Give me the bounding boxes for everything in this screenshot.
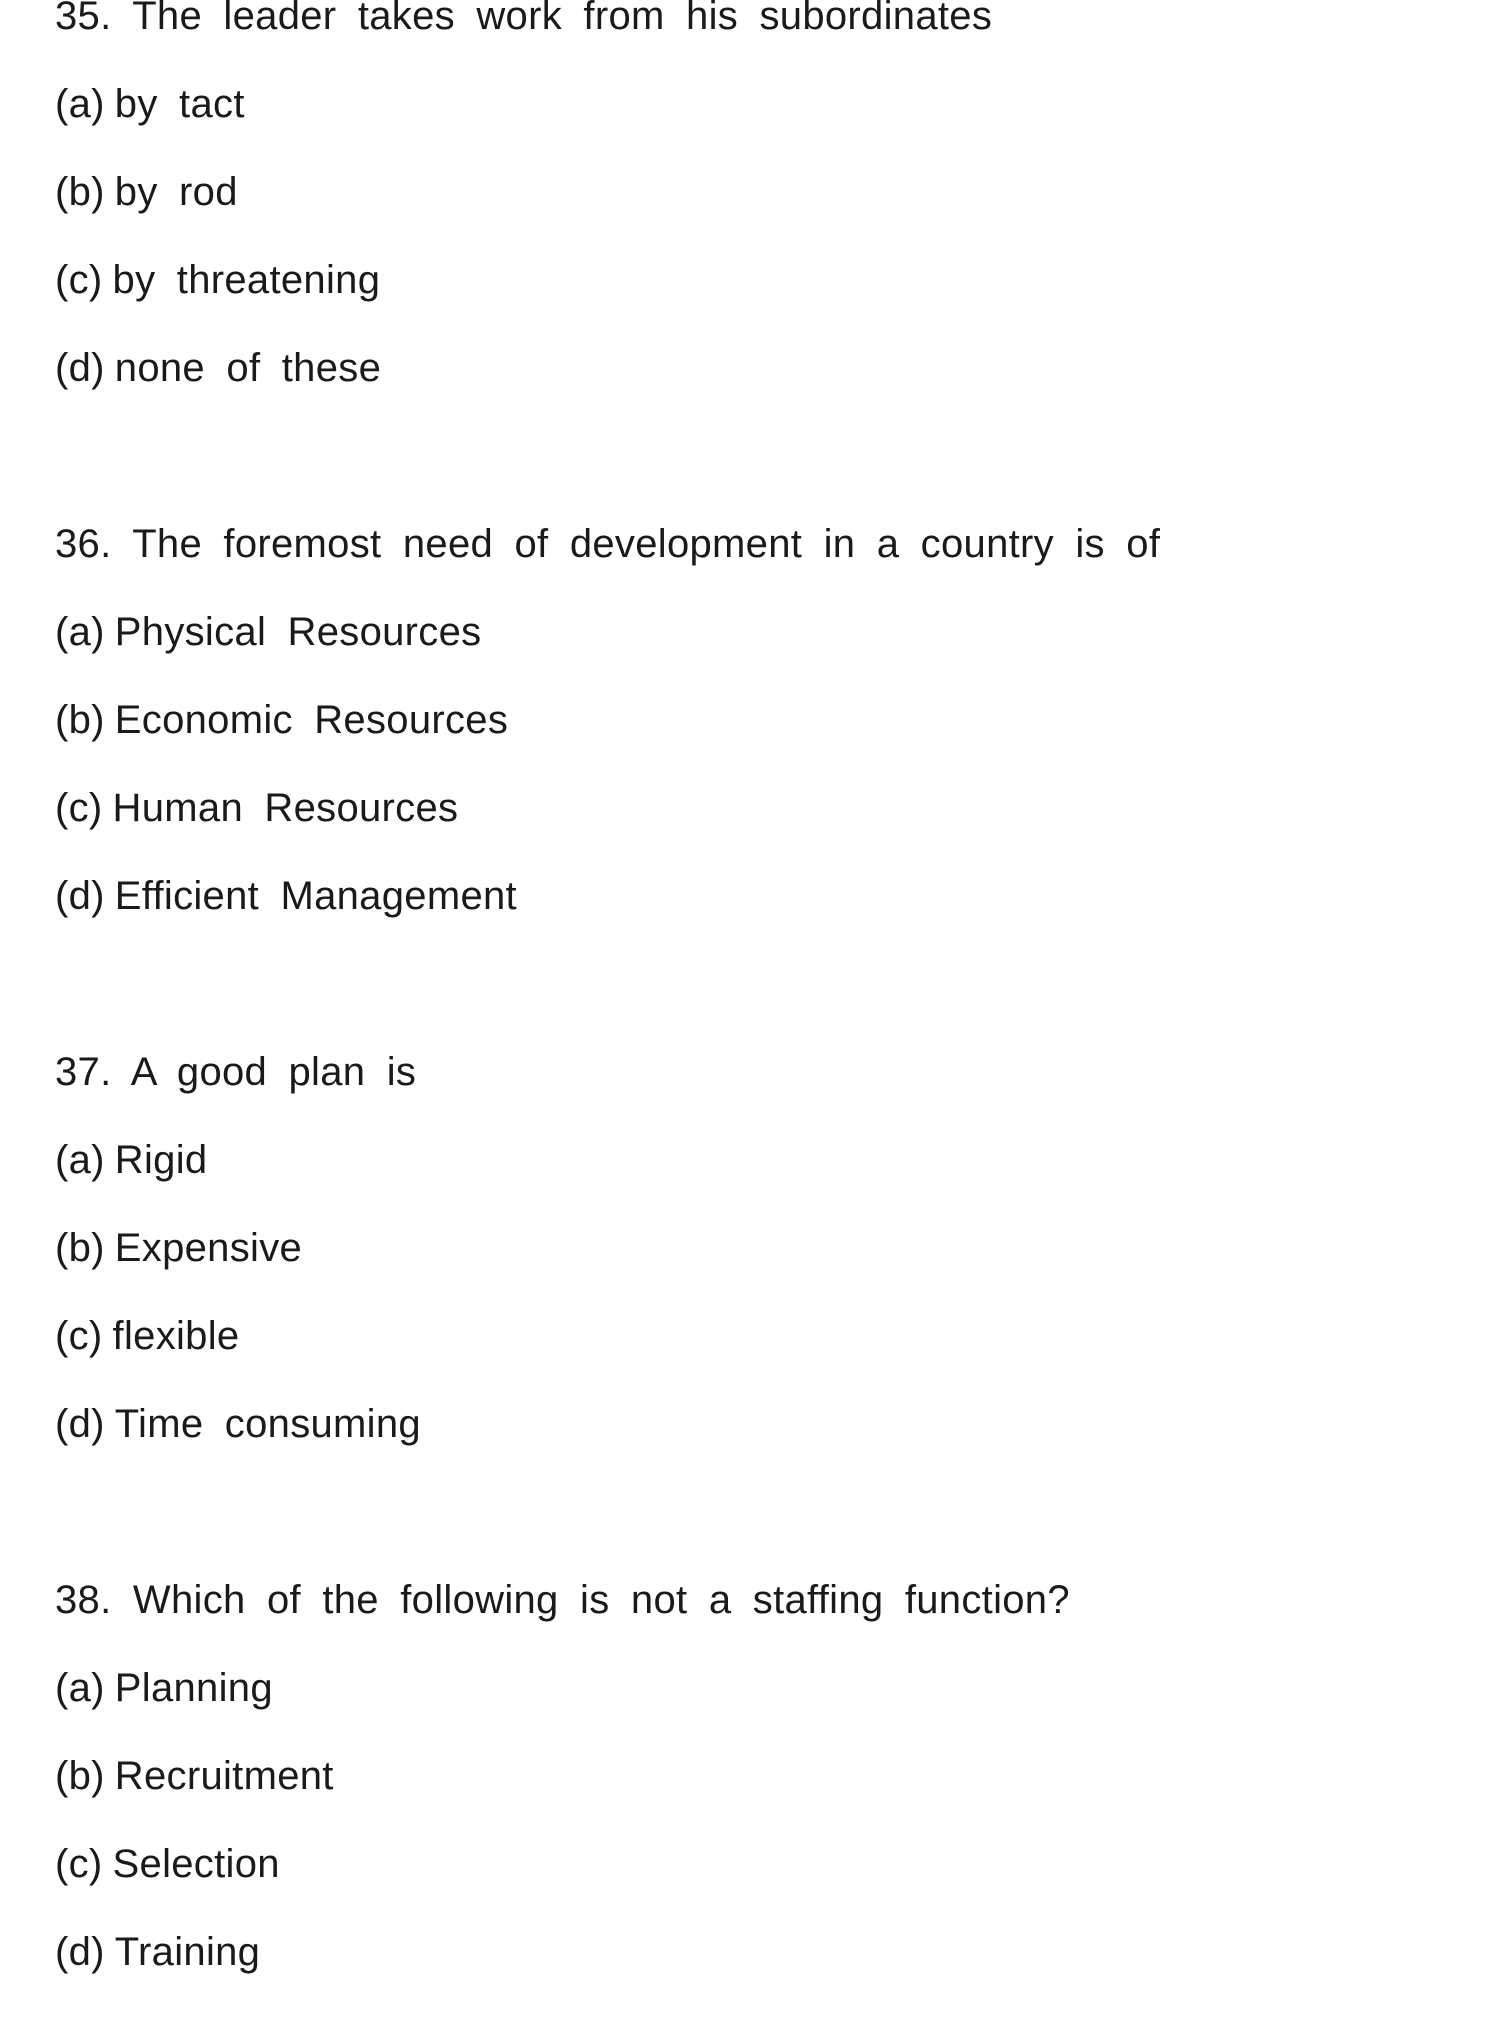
option-text: Time consuming: [114, 1402, 421, 1446]
option-label: (c): [55, 1842, 103, 1886]
question-stem: 38. Which of the following is not a staffing function?: [55, 1578, 1070, 1622]
question-stem: 35. The leader takes work from his subordinates: [55, 0, 993, 38]
option-text: Planning: [114, 1666, 273, 1710]
option-a: [55, 80, 245, 128]
option-label: (a): [55, 82, 105, 126]
option-label: (b): [55, 698, 105, 742]
option-label: (d): [55, 1402, 105, 1446]
option-c: [55, 784, 458, 832]
option-text: Human Resources: [112, 786, 459, 830]
option-a: [55, 608, 481, 656]
option-b: [55, 1224, 302, 1272]
option-a: [55, 1664, 273, 1712]
option-text: Efficient Management: [114, 874, 517, 918]
option-c: [55, 1312, 239, 1360]
option-b: [55, 1752, 334, 1800]
option-label: (b): [55, 1754, 105, 1798]
option-d: [55, 344, 381, 392]
option-d: [55, 1400, 421, 1448]
option-d: [55, 1928, 260, 1976]
option-text: Training: [114, 1930, 261, 1974]
question-stem: 37. A good plan is: [55, 1050, 417, 1094]
option-label: (a): [55, 1138, 105, 1182]
option-d: [55, 872, 517, 920]
option-label: (b): [55, 170, 105, 214]
option-text: Rigid: [114, 1138, 208, 1182]
option-text: Economic Resources: [114, 698, 509, 742]
option-label: (b): [55, 1226, 105, 1270]
option-text: none of these: [114, 346, 382, 390]
option-b: [55, 696, 508, 744]
option-text: by rod: [114, 170, 238, 214]
option-text: Physical Resources: [114, 610, 482, 654]
option-label: (c): [55, 786, 103, 830]
option-label: (d): [55, 346, 105, 390]
option-a: [55, 1136, 207, 1184]
option-c: [55, 256, 380, 304]
option-label: (c): [55, 1314, 103, 1358]
option-label: (a): [55, 1666, 105, 1710]
option-c: [55, 1840, 280, 1888]
option-label: (d): [55, 874, 105, 918]
option-text: flexible: [112, 1314, 240, 1358]
option-text: Expensive: [114, 1226, 303, 1270]
option-text: Selection: [112, 1842, 280, 1886]
option-text: Recruitment: [114, 1754, 334, 1798]
option-b: [55, 168, 238, 216]
option-text: by threatening: [112, 258, 381, 302]
question-stem: 36. The foremost need of development in a country is of: [55, 522, 1161, 566]
option-label: (c): [55, 258, 103, 302]
option-label: (a): [55, 610, 105, 654]
option-text: by tact: [114, 82, 245, 126]
option-label: (d): [55, 1930, 105, 1974]
